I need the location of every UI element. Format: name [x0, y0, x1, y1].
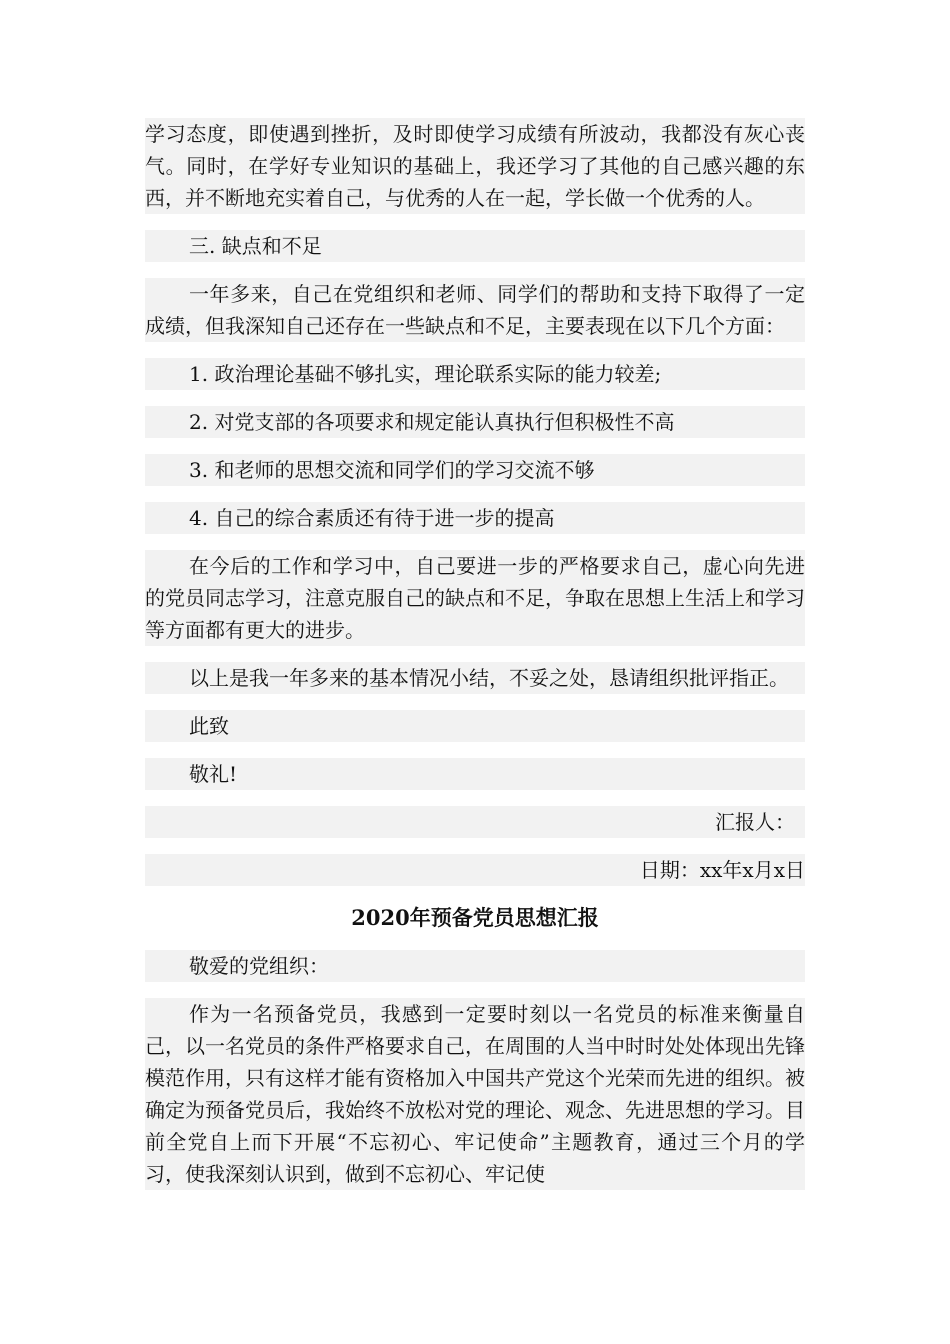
section-heading-shortcomings: 三. 缺点和不足	[145, 230, 805, 262]
paragraph-shortcomings-intro: 一年多来，自己在党组织和老师、同学们的帮助和支持下取得了一定成绩，但我深知自己还存在一些缺点和不足，主要表现在以下几个方面：	[145, 278, 805, 342]
report-date: 日期：xx年x月x日	[145, 854, 805, 886]
salutation-cizhi: 此致	[145, 710, 805, 742]
list-item-1: 1. 政治理论基础不够扎实，理论联系实际的能力较差;	[145, 358, 805, 390]
reporter-signature: 汇报人：	[145, 806, 805, 838]
list-item-4: 4. 自己的综合素质还有待于进一步的提高	[145, 502, 805, 534]
paragraph-summary: 以上是我一年多来的基本情况小结，不妥之处，恳请组织批评指正。	[145, 662, 805, 694]
document-title: 2020年预备党员思想汇报	[145, 902, 805, 934]
list-item-3: 3. 和老师的思想交流和同学们的学习交流不够	[145, 454, 805, 486]
paragraph-future-plans: 在今后的工作和学习中，自己要进一步的严格要求自己，虚心向先进的党员同志学习，注意克服自己的缺点和不足，争取在思想上生活上和学习等方面都有更大的进步。	[145, 550, 805, 646]
paragraph-study-attitude: 学习态度，即使遇到挫折，及时即使学习成绩有所波动，我都没有灰心丧气。同时，在学好专业知识的基础上，我还学习了其他的自己感兴趣的东西，并不断地充实着自己，与优秀的人在一起，学长做一个优秀的人。	[145, 118, 805, 214]
salutation-jingli: 敬礼!	[145, 758, 805, 790]
greeting: 敬爱的党组织：	[145, 950, 805, 982]
paragraph-probationary-member: 作为一名预备党员，我感到一定要时刻以一名党员的标准来衡量自己，以一名党员的条件严格要求自己，在周围的人当中时时处处体现出先锋模范作用，只有这样才能有资格加入中国共产党这个光荣而先进的组织。被确定为预备党员后，我始终不放松对党的理论、观念、先进思想的学习。目前全党自上而下开展“不忘初心、牢记使命”主题教育，通过三个月的学习，使我深刻认识到，做到不忘初心、牢记使	[145, 998, 805, 1190]
document-page	[145, 118, 805, 1206]
list-item-2: 2. 对党支部的各项要求和规定能认真执行但积极性不高	[145, 406, 805, 438]
